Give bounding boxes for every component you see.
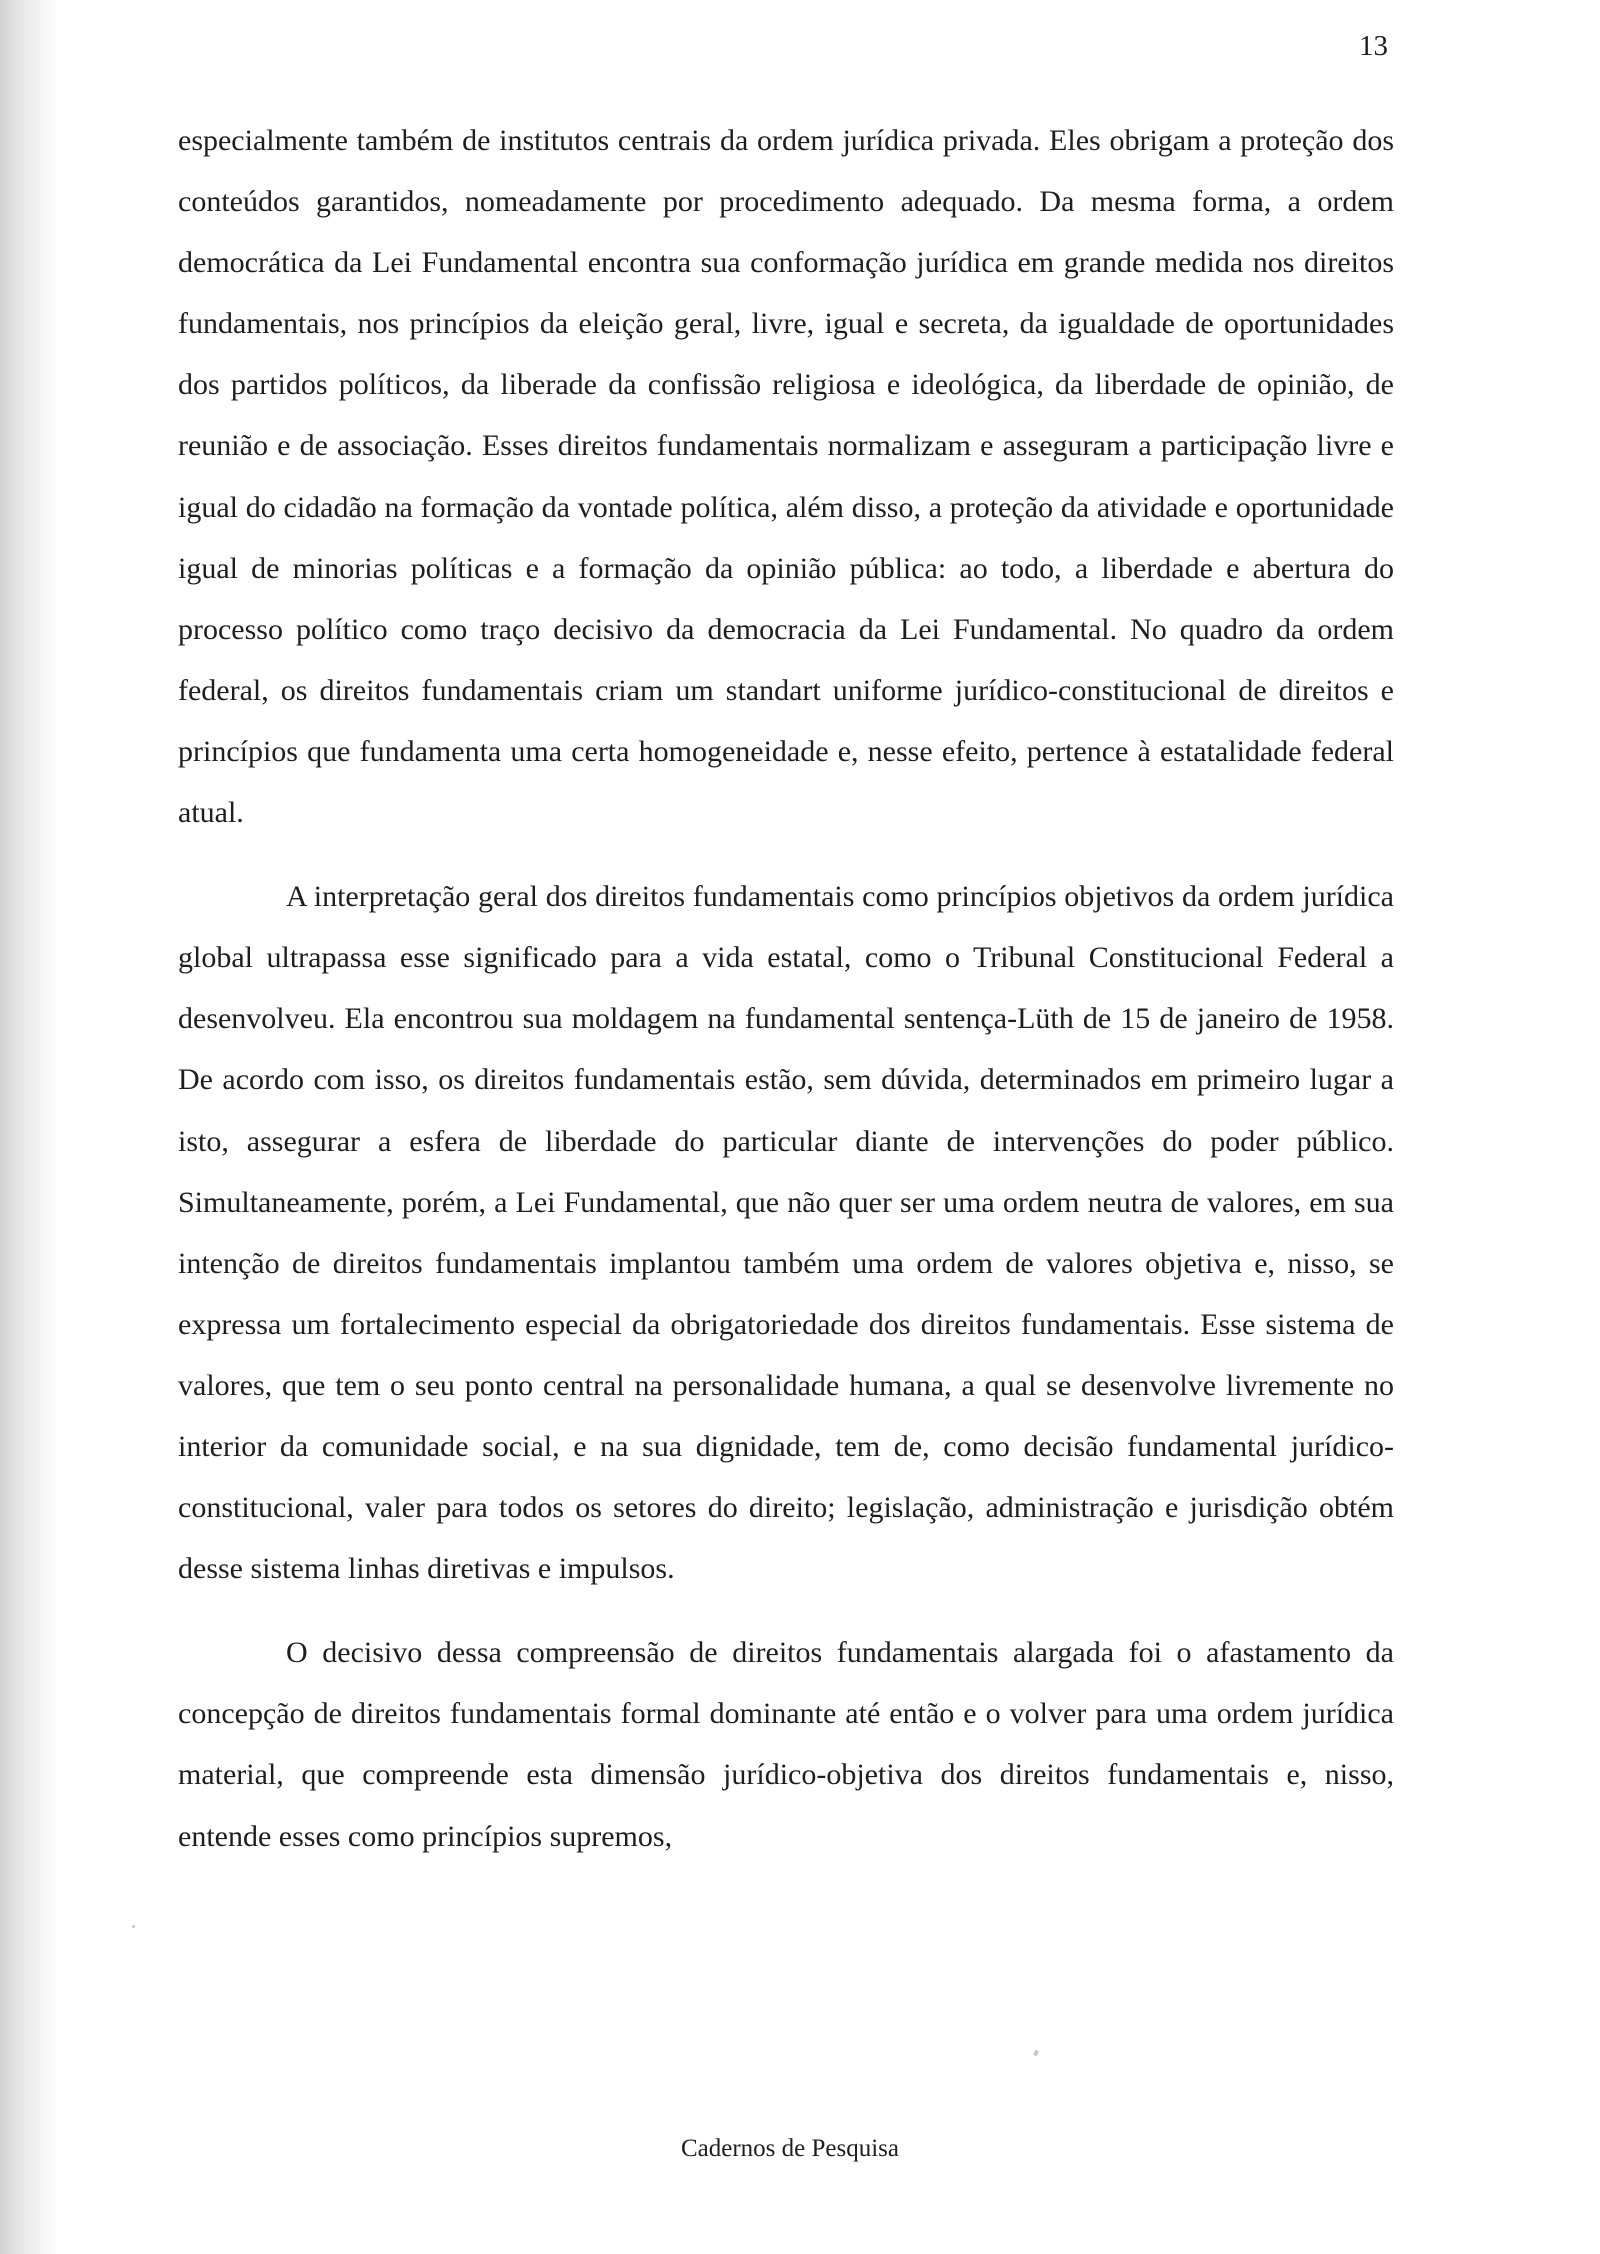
scan-speck <box>1033 2049 1039 2056</box>
body-text <box>178 110 1394 1867</box>
paragraph-1: especialmente também de institutos centrais da ordem jurídica privada. Eles obrigam a proteção dos conteúdos garantidos, nomeadamente por procedimento adequado. Da mesma forma, a ordem democrática da Lei Fundamental encontra sua conformação jurídica em grande medida nos direitos fundamentais, nos princípios da eleição geral, livre, igual e secreta, da igualdade de oportunidades dos partidos políticos, da liberade da confissão religiosa e ideológica, da liberdade de opinião, de reunião e de associação. Esses direitos fundamentais normalizam e asseguram a participação livre e igual do cidadão na formação da vontade política, além disso, a proteção da atividade e oportunidade igual de minorias políticas e a formação da opinião pública: ao todo, a liberdade e abertura do processo político como traço decisivo da democracia da Lei Fundamental. No quadro da ordem federal, os direitos fundamentais criam um standart uniforme jurídico-constitucional de direitos e princípios que fundamenta uma certa homogeneidade e, nesse efeito, pertence à estatalidade federal atual. <box>178 124 1394 830</box>
paragraph-2: A interpretação geral dos direitos fundamentais como princípios objetivos da ordem jurídica global ultrapassa esse significado para a vida estatal, como o Tribunal Constitucional Federal a desenvolveu. Ela encontrou sua moldagem na fundamental sentença-Lüth de 15 de janeiro de 1958. De acordo com isso, os direitos fundamentais estão, sem dúvida, determinados em primeiro lugar a isto, assegurar a esfera de liberdade do particular diante de intervenções do poder público. Simultaneamente, porém, a Lei Fundamental, que não quer ser uma ordem neutra de valores, em sua intenção de direitos fundamentais implantou também uma ordem de valores objetiva e, nisso, se expressa um fortalecimento especial da obrigatoriedade dos direitos fundamentais. Esse sistema de valores, que tem o seu ponto central na personalidade humana, a qual se desenvolve livremente no interior da comunidade social, e na sua dignidade, tem de, como decisão fundamental jurídico-constitucional, valer para todos os setores do direito; legislação, administração e jurisdição obtém desse sistema linhas diretivas e impulsos. <box>178 880 1394 1586</box>
page-number: 13 <box>1359 30 1388 62</box>
paragraph-3: O decisivo dessa compreensão de direitos fundamentais alargada foi o afastamento da concepção de direitos fundamentais formal dominante até então e o volver para uma ordem jurídica material, que compreende esta dimensão jurídico-objetiva dos direitos fundamentais e, nisso, entende esses como princípios supremos, <box>178 1636 1394 1853</box>
page-footer: Cadernos de Pesquisa <box>680 2135 900 2162</box>
scan-edge-shadow <box>0 0 58 2254</box>
scan-speck <box>132 1925 136 1929</box>
